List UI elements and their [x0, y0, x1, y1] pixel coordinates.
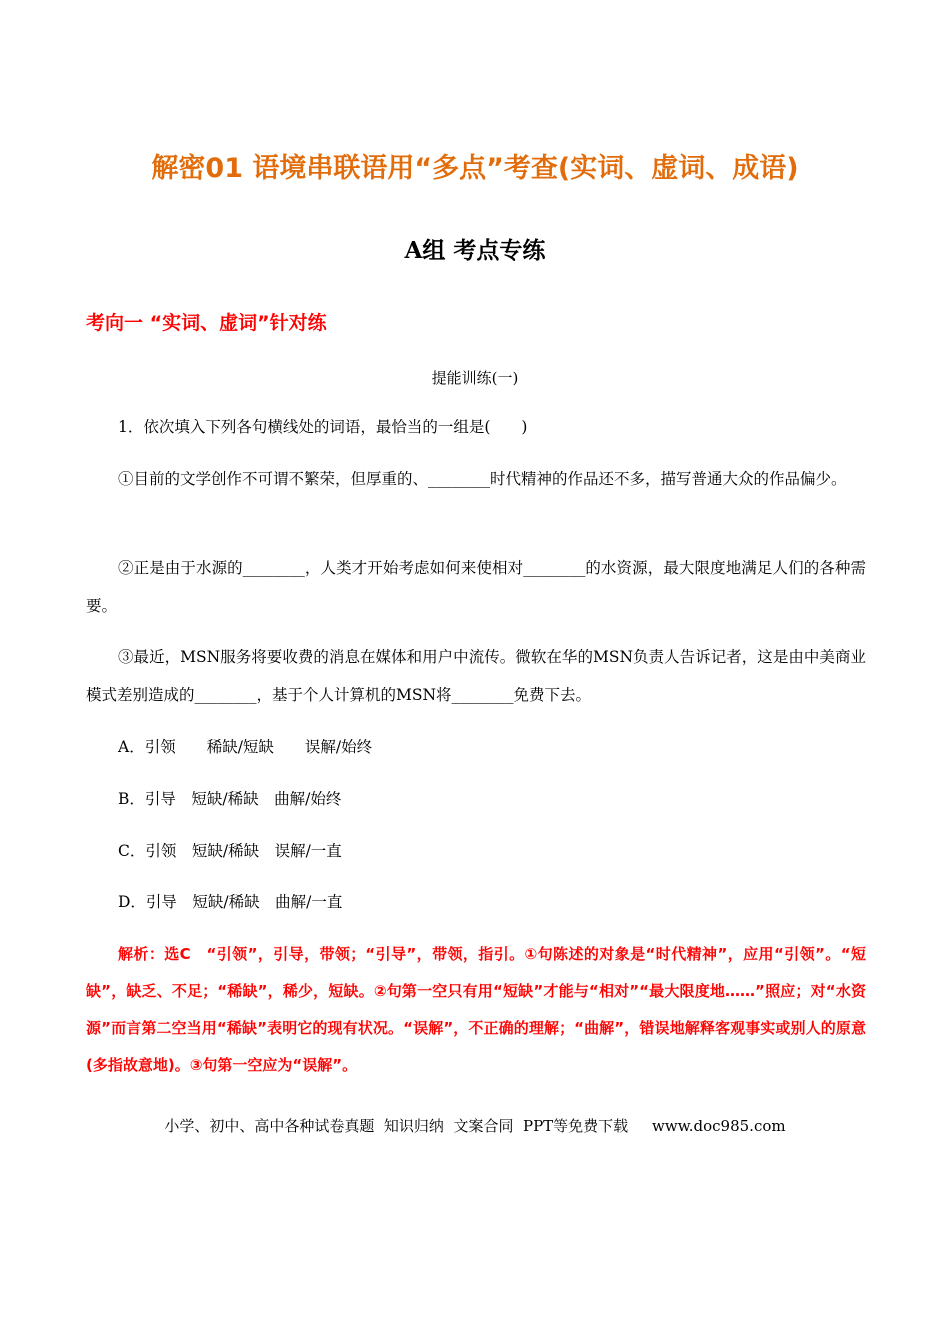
group-heading: A组 考点专练 — [404, 237, 546, 264]
option-a: A．引领 稀缺/短缺 误解/始终 — [118, 738, 373, 756]
document-title: 解密01 语境串联语用“多点”考查(实词、虚词、成语) — [151, 153, 799, 184]
question-sentence-2: ②正是由于水源的________，人类才开始考虑如何来使相对________的水资源，最大限度地满足人们的各种需要。 — [86, 559, 866, 615]
training-subheading: 提能训练(一) — [431, 369, 519, 387]
question-stem: 1．依次填入下列各句横线处的词语，最恰当的一组是( ) — [118, 418, 528, 436]
page-footer: 小学、初中、高中各种试卷真题 知识归纳 文案合同 PPT等免费下载 www.doc985.com — [164, 1117, 786, 1135]
section-heading: 考向一 “实词、虚词”针对练 — [86, 312, 327, 334]
question-sentence-3: ③最近，MSN服务将要收费的消息在媒体和用户中流传。微软在华的MSN负责人告诉记者，这是由中美商业模式差别造成的________，基于个人计算机的MSN将________免费下去。 — [86, 648, 866, 704]
question-sentence-1: ①目前的文学创作不可谓不繁荣，但厚重的、________时代精神的作品还不多，描写普通大众的作品偏少。 — [118, 470, 847, 488]
option-d: D．引导 短缺/稀缺 曲解/一直 — [118, 893, 343, 911]
answer-analysis: 解析：选C “引领”，引导，带领；“引导”，带领，指引。①句陈述的对象是“时代精神”，应用“引领”。“短缺”，缺乏、不足；“稀缺”，稀少，短缺。②句第一空只有用“短缺”才能与“相对”“最大限度地……”照应；对“水资源”而言第二空当用“稀缺”表明它的现有状况。“误解”，不正确的理解；“曲解”，错误地解释客观事实或别人的原意(多指故意地)。③句第一空应为“误解”。 — [86, 945, 866, 1074]
option-b: B．引导 短缺/稀缺 曲解/始终 — [118, 790, 342, 808]
option-c: C．引领 短缺/稀缺 误解/一直 — [118, 842, 342, 860]
